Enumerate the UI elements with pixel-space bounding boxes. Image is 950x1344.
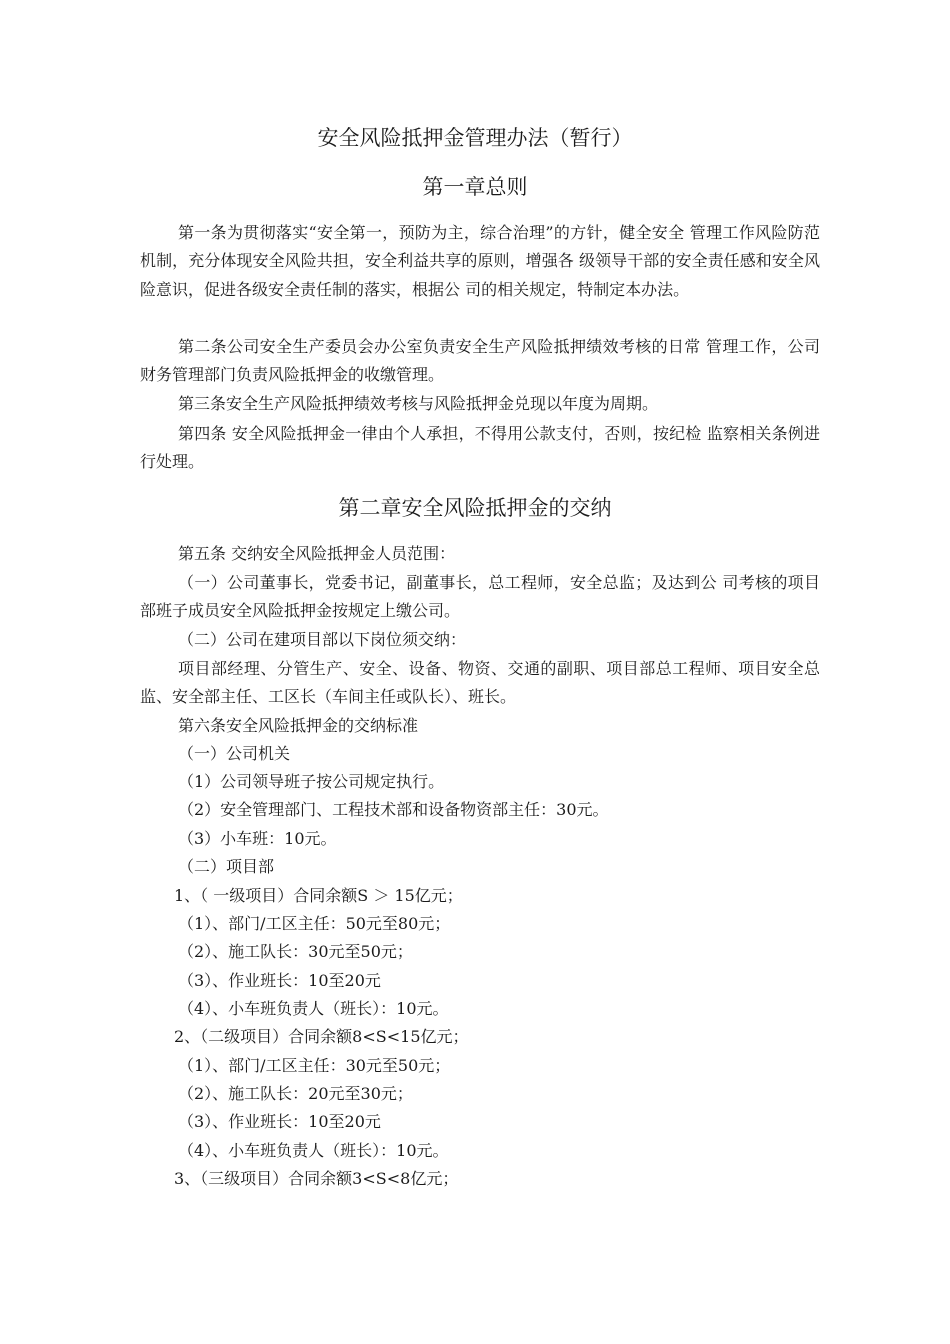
list-item: 3、（三级项目）合同余额3<S<8亿元；	[174, 1169, 459, 1188]
list-item: （二）项目部	[178, 857, 275, 876]
list-item: （3）小车班：10元。	[178, 829, 337, 848]
list-item: （一）公司机关	[178, 744, 291, 763]
article-paragraph: 第三条安全生产风险抵押绩效考核与风险抵押金兑现以年度为周期。	[178, 394, 659, 413]
list-item: （2）安全管理部门、工程技术部和设备物资部主任：30元。	[178, 800, 609, 819]
chapter-heading: 第一章总则	[422, 175, 528, 199]
list-item: （4）、小车班负责人（班长）：10元。	[178, 1141, 449, 1160]
list-item: 1、（ 一级项目）合同余额S ＞ 15亿元；	[174, 886, 463, 905]
article-line: 第六条安全风险抵押金的交纳标准	[178, 716, 419, 735]
article-paragraph: （一）公司董事长，党委书记，副董事长，总工程师，安全总监；及达到公 司考核的项目部班子成员安全风险抵押金按规定上缴公司。	[140, 573, 820, 621]
list-item: （2）、施工队长：30元至50元；	[178, 942, 413, 961]
list-item: （1）、部门/工区主任：30元至50元；	[178, 1056, 451, 1075]
list-item: 2、（二级项目）合同余额8<S<15亿元；	[174, 1027, 469, 1046]
article-line: 第五条 交纳安全风险抵押金人员范围：	[178, 544, 456, 563]
document-title: 安全风险抵押金管理办法（暂行）	[317, 126, 633, 150]
list-item: （2）、施工队长：20元至30元；	[178, 1084, 413, 1103]
list-item: （4）、小车班负责人（班长）：10元。	[178, 999, 449, 1018]
article-paragraph: 第一条为贯彻落实“安全第一，预防为主，综合治理”的方针，健全安全 管理工作风险防范机制，充分体现安全风险共担，安全利益共享的原则，增强各 级领导干部的安全责任感和安全风险意识，促进各级安全责任制的落实，根据公 司的相关规定，特制定本办法。	[140, 223, 820, 299]
list-item: （3）、作业班长：10至20元	[178, 971, 381, 990]
article-paragraph: 项目部经理、分管生产、安全、设备、物资、交通的副职、项目部总工程师、项目安全总监、安全部主任、工区长（车间主任或队长）、班长。	[140, 659, 820, 707]
article-paragraph: 第四条 安全风险抵押金一律由个人承担，不得用公款支付，否则，按纪检 监察相关条例进行处理。	[140, 424, 820, 472]
list-item: （1）、部门/工区主任：50元至80元；	[178, 914, 451, 933]
chapter-heading: 第二章安全风险抵押金的交纳	[338, 496, 612, 520]
article-paragraph: 第二条公司安全生产委员会办公室负责安全生产风险抵押绩效考核的日常 管理工作，公司财务管理部门负责风险抵押金的收缴管理。	[140, 337, 820, 385]
list-item: （3）、作业班长：10至20元	[178, 1112, 381, 1131]
list-item: （1）公司领导班子按公司规定执行。	[178, 772, 445, 791]
article-line: （二）公司在建项目部以下岗位须交纳：	[178, 630, 467, 649]
